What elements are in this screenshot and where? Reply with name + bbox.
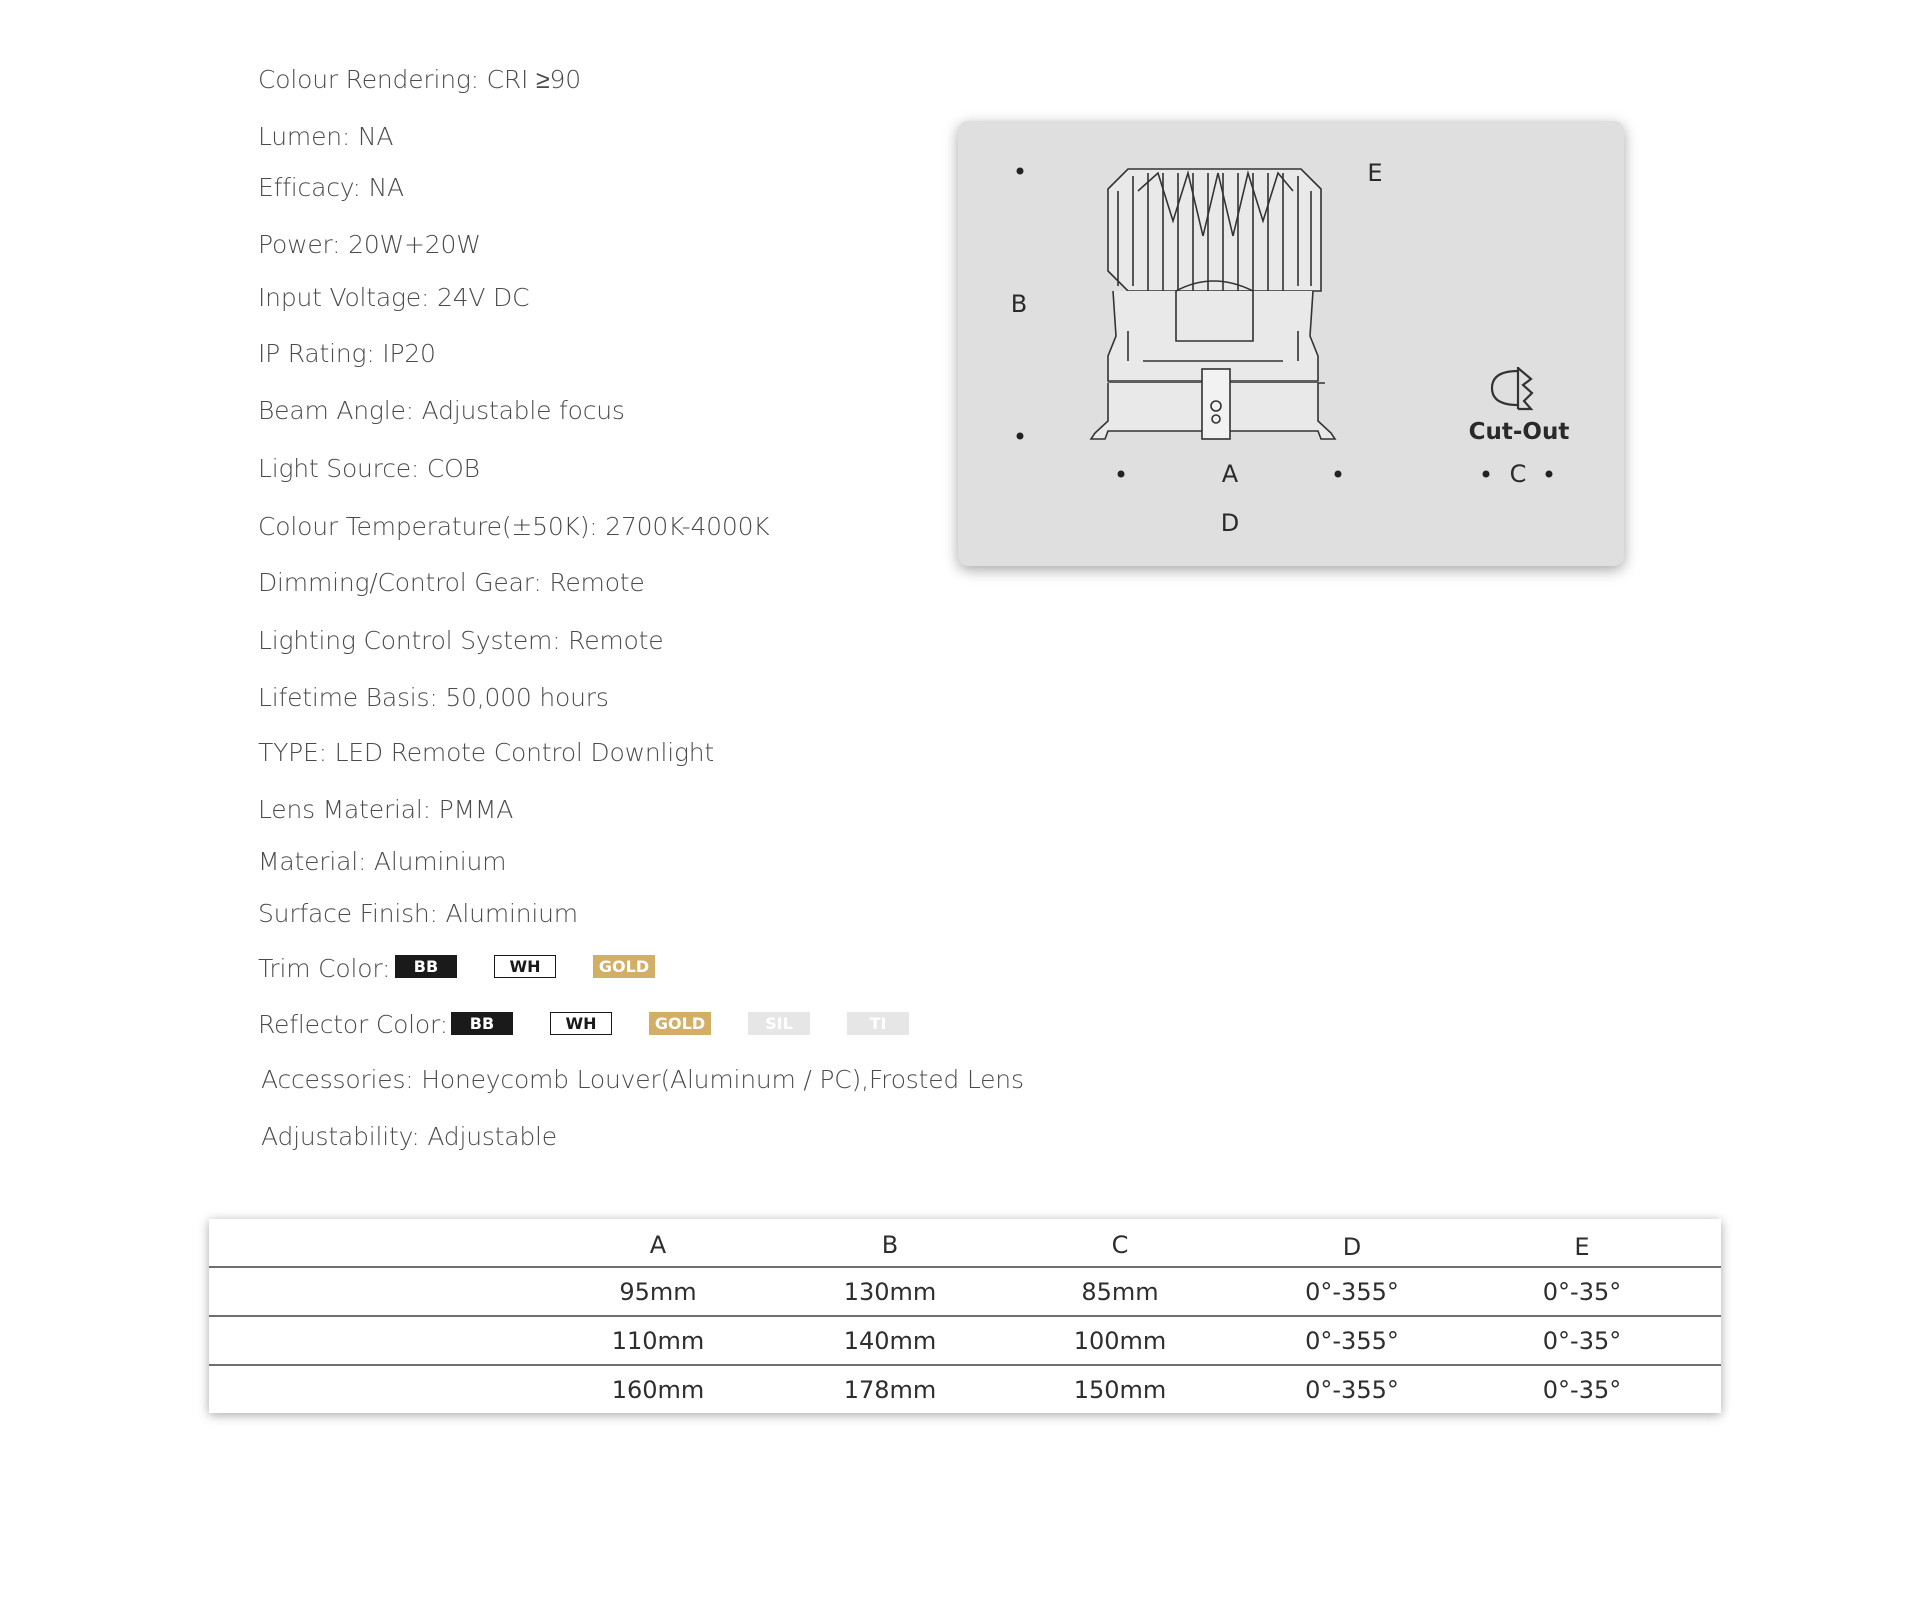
- table-cell: 85mm: [1081, 1278, 1159, 1306]
- spec-dimming: Dimming/Control Gear: Remote: [258, 568, 645, 597]
- trim-swatch-bb: BB: [395, 955, 457, 978]
- table-cell: 95mm: [619, 1278, 697, 1306]
- dimension-table: [209, 1219, 1721, 1413]
- table-header-a: A: [649, 1231, 667, 1259]
- table-cell: 160mm: [611, 1376, 705, 1404]
- spec-ip-rating: IP Rating: IP20: [258, 339, 436, 368]
- spec-colour-rendering: Colour Rendering: CRI ≥90: [258, 65, 581, 94]
- dimension-drawing-card: [958, 121, 1624, 566]
- spec-accessories: Accessories: Honeycomb Louver(Aluminum / PC),Frosted Lens: [261, 1065, 1024, 1094]
- spec-input-voltage: Input Voltage: 24V DC: [258, 283, 530, 312]
- reflector-swatch-gold: GOLD: [649, 1012, 711, 1035]
- table-row-rule: [209, 1315, 1721, 1317]
- dimension-label-c: C: [1509, 460, 1527, 488]
- table-cell: 140mm: [843, 1327, 937, 1355]
- spec-power: Power: 20W+20W: [258, 230, 481, 259]
- table-header-rule: [209, 1266, 1721, 1268]
- table-cell: 130mm: [843, 1278, 937, 1306]
- table-cell: 110mm: [611, 1327, 705, 1355]
- reflector-swatch-sil: SIL: [748, 1012, 810, 1035]
- spec-lighting-control: Lighting Control System: Remote: [258, 626, 664, 655]
- table-cell: 0°-35°: [1542, 1376, 1622, 1404]
- trim-swatch-wh: WH: [494, 955, 556, 978]
- spec-lens-material: Lens Material: PMMA: [258, 795, 514, 824]
- spec-efficacy: Efficacy: NA: [258, 173, 404, 202]
- table-cell: 0°-35°: [1542, 1278, 1622, 1306]
- dimension-label-d: D: [1220, 509, 1240, 537]
- spec-reflector-color-label: Reflector Color:: [258, 1010, 448, 1039]
- table-cell: 0°-355°: [1305, 1376, 1399, 1404]
- table-cell: 150mm: [1073, 1376, 1167, 1404]
- table-cell: 100mm: [1073, 1327, 1167, 1355]
- spec-colour-temperature: Colour Temperature(±50K): 2700K-4000K: [258, 512, 770, 541]
- table-header-b: B: [881, 1231, 899, 1259]
- table-header-c: C: [1111, 1231, 1129, 1259]
- table-header-e: E: [1574, 1233, 1590, 1261]
- reflector-swatch-bb: BB: [451, 1012, 513, 1035]
- spec-material: Material: Aluminium: [258, 847, 507, 876]
- spec-type: TYPE: LED Remote Control Downlight: [258, 738, 715, 767]
- spec-surface-finish: Surface Finish: Aluminium: [258, 899, 578, 928]
- spec-beam-angle: Beam Angle: Adjustable focus: [258, 396, 625, 425]
- cut-out-label: Cut-Out: [1468, 419, 1570, 445]
- table-cell: 0°-35°: [1542, 1327, 1622, 1355]
- spec-lifetime: Lifetime Basis: 50,000 hours: [258, 683, 609, 712]
- cut-out-icon: [1492, 367, 1532, 409]
- dimension-label-a: A: [1221, 460, 1239, 488]
- spec-trim-color-label: Trim Color:: [258, 954, 391, 983]
- table-cell: 178mm: [843, 1376, 937, 1404]
- trim-swatch-gold: GOLD: [593, 955, 655, 978]
- table-cell: 0°-355°: [1305, 1327, 1399, 1355]
- dimension-label-e: E: [1367, 159, 1383, 187]
- spec-light-source: Light Source: COB: [258, 454, 480, 483]
- table-row-rule: [209, 1364, 1721, 1366]
- downlight-drawing: [958, 121, 1624, 566]
- spec-adjustability: Adjustability: Adjustable: [261, 1122, 557, 1151]
- table-cell: 0°-355°: [1305, 1278, 1399, 1306]
- dimension-label-b: B: [1010, 290, 1028, 318]
- spec-lumen: Lumen: NA: [258, 122, 394, 151]
- table-header-d: D: [1342, 1233, 1362, 1261]
- reflector-swatch-ti: TI: [847, 1012, 909, 1035]
- reflector-swatch-wh: WH: [550, 1012, 612, 1035]
